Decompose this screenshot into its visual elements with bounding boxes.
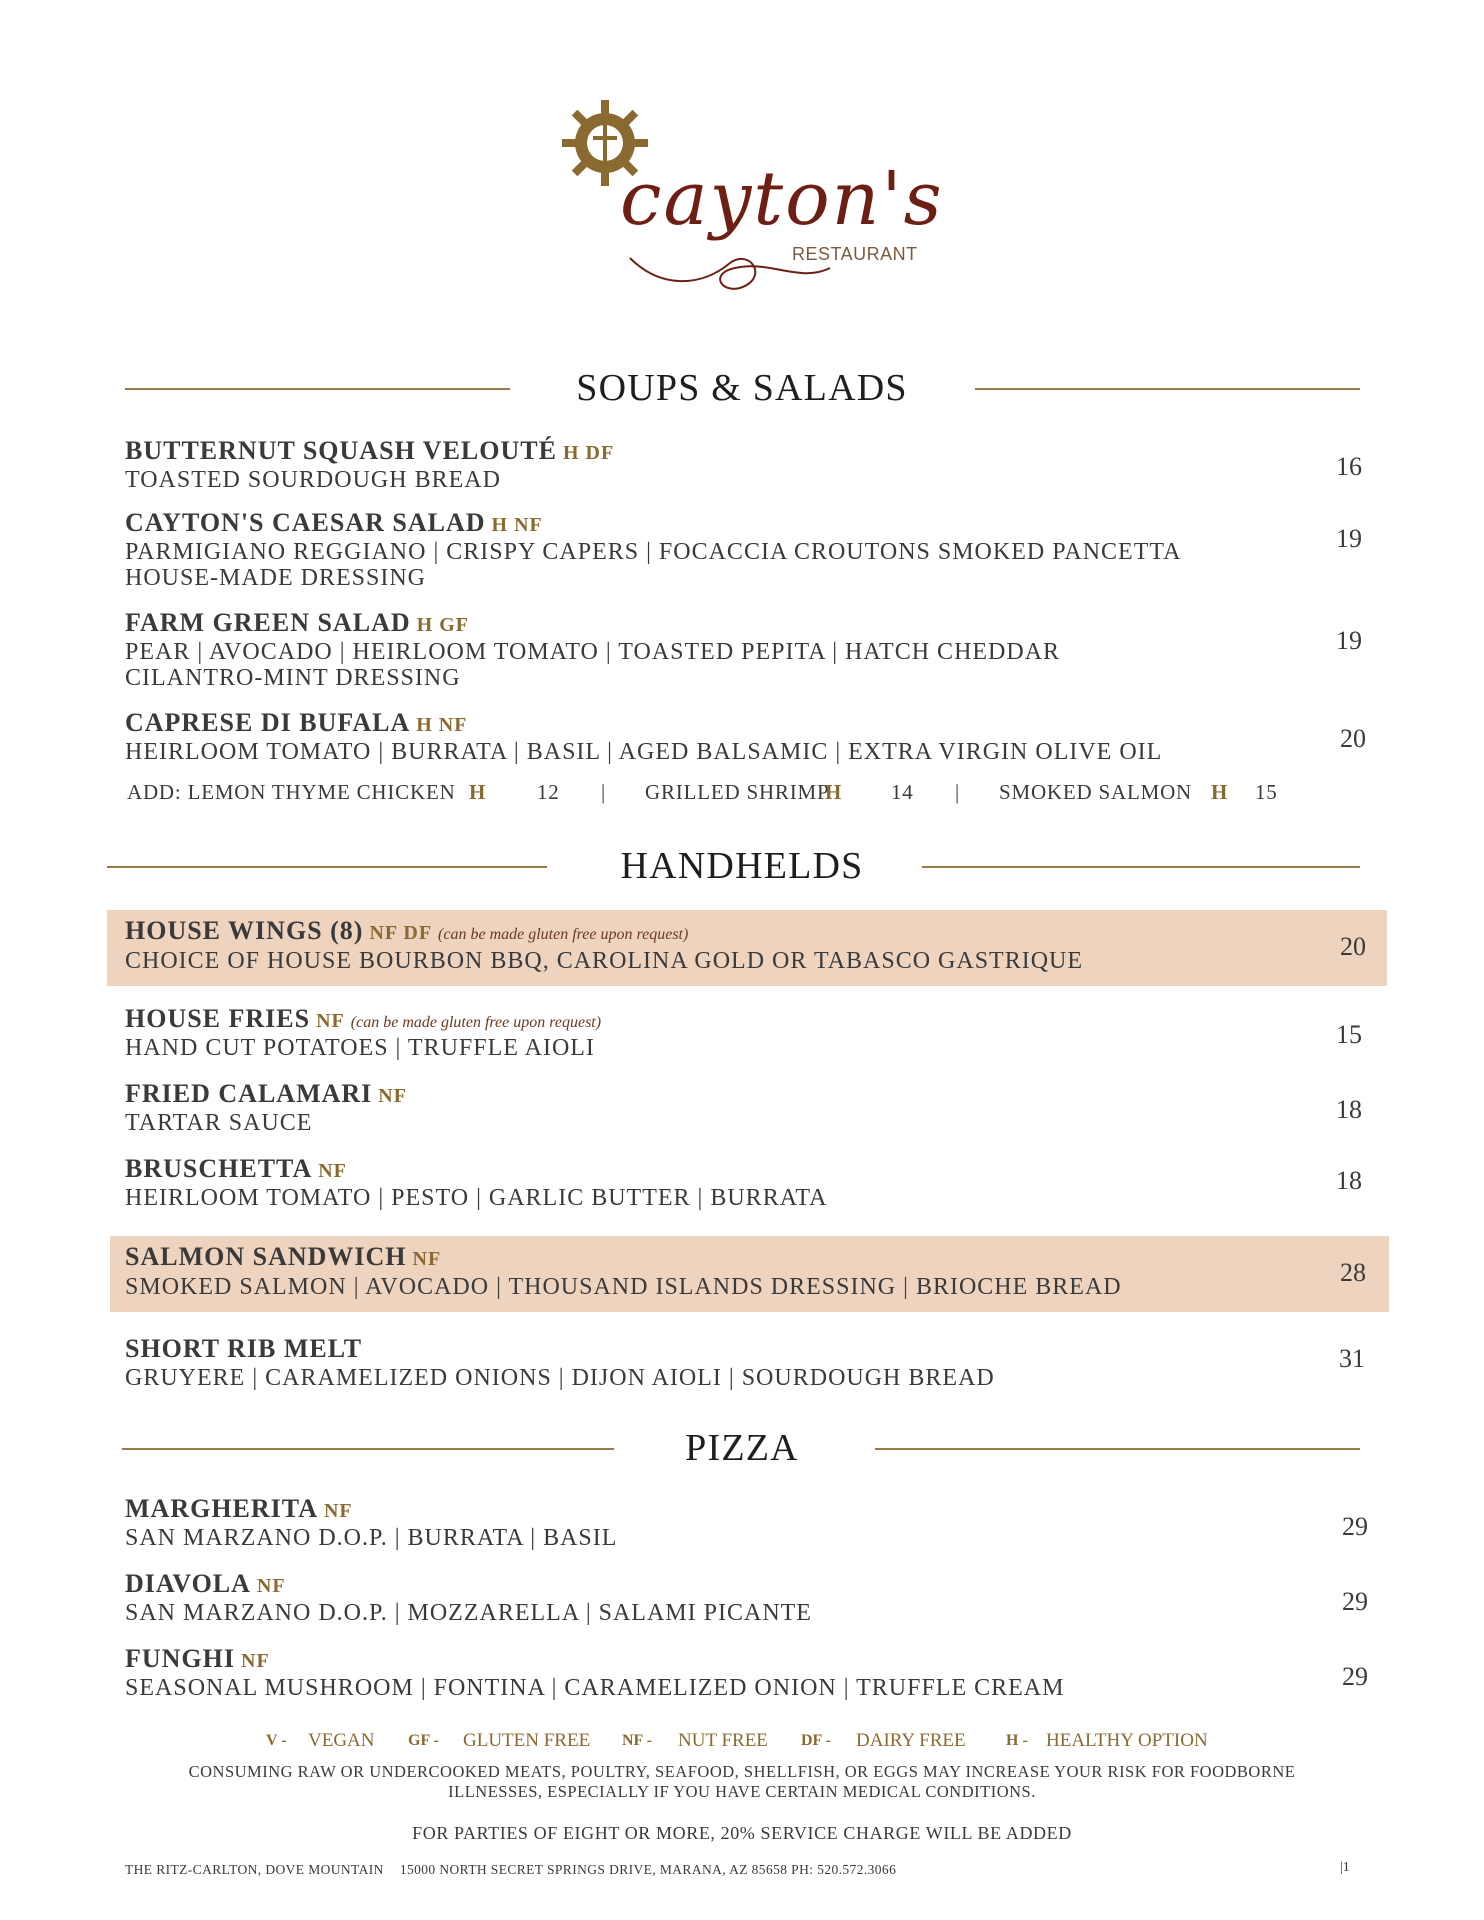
item-price: 29	[1342, 1662, 1368, 1691]
menu-item-caprese	[0, 708, 1484, 772]
item-description: GRUYERE | CARAMELIZED ONIONS | DIJON AIOLI | SOURDOUGH BREAD	[125, 1365, 995, 1391]
item-description: SAN MARZANO D.O.P. | MOZZARELLA | SALAMI PICANTE	[125, 1600, 812, 1626]
item-name-line	[125, 1569, 286, 1601]
item-name: SHORT RIB MELT	[125, 1334, 363, 1363]
item-name: FUNGHI	[125, 1644, 235, 1673]
item-name: HOUSE WINGS (8)	[125, 916, 364, 945]
menu-item-diavola	[0, 1569, 1484, 1633]
item-tags: NF DF	[369, 922, 433, 944]
item-tags: NF	[316, 1010, 345, 1032]
item-name-line	[125, 1334, 362, 1364]
add-label: ADD: LEMON THYME CHICKEN	[127, 780, 456, 804]
add-tag: H	[1211, 780, 1229, 804]
add-item: SMOKED SALMON	[999, 780, 1193, 804]
add-tag: H	[469, 780, 487, 804]
item-price: 18	[1336, 1166, 1362, 1195]
dietary-legend	[0, 1730, 1484, 1756]
item-name: FRIED CALAMARI	[125, 1079, 373, 1108]
item-name-line	[125, 708, 467, 740]
section-header-pizza	[0, 1428, 1484, 1468]
footer-address: 15000 NORTH SECRET SPRINGS DRIVE, MARANA, AZ 85658 PH: 520.572.3066	[399, 1862, 897, 1877]
item-description: SMOKED SALMON | AVOCADO | THOUSAND ISLANDS DRESSING | BRIOCHE BREAD	[125, 1274, 1122, 1300]
legend-code: GF -	[408, 1732, 439, 1749]
item-tags: NF	[323, 1500, 353, 1522]
menu-item-margherita	[0, 1494, 1484, 1558]
legend-text: VEGAN	[308, 1730, 375, 1751]
item-description: TARTAR SAUCE	[125, 1110, 313, 1136]
separator: |	[955, 780, 961, 804]
section-header-handhelds	[0, 846, 1484, 886]
item-tags: NF	[378, 1085, 407, 1107]
item-price: 18	[1336, 1095, 1362, 1124]
service-charge-note: FOR PARTIES OF EIGHT OR MORE, 20% SERVICE CHARGE WILL BE ADDED	[412, 1823, 1072, 1843]
page-number: |1	[1340, 1860, 1350, 1875]
item-price: 20	[1340, 724, 1366, 753]
add-item: GRILLED SHRIMP	[645, 780, 830, 804]
item-price: 19	[1336, 524, 1362, 553]
add-price: 15	[1255, 780, 1278, 804]
item-price: 31	[1339, 1344, 1365, 1373]
item-description: SAN MARZANO D.O.P. | BURRATA | BASIL	[125, 1525, 618, 1551]
item-name-line	[125, 1079, 407, 1111]
item-description: PEAR | AVOCADO | HEIRLOOM TOMATO | TOASTED PEPITA | HATCH CHEDDAR CILANTRO-MINT DRESSING	[125, 639, 1061, 691]
item-name: BUTTERNUT SQUASH VELOUTÉ	[125, 436, 557, 465]
item-name-line	[125, 1154, 347, 1186]
menu-item-bruschetta	[0, 1154, 1484, 1218]
item-description: PARMIGIANO REGGIANO | CRISPY CAPERS | FOCACCIA CROUTONS SMOKED PANCETTA HOUSE-MADE DRESSING	[125, 539, 1181, 591]
item-name: SALMON SANDWICH	[125, 1242, 407, 1271]
item-description: TOASTED SOURDOUGH BREAD	[125, 467, 501, 493]
item-price: 29	[1342, 1587, 1368, 1616]
item-description: HEIRLOOM TOMATO | PESTO | GARLIC BUTTER | BURRATA	[125, 1185, 828, 1211]
item-tags: NF	[318, 1160, 347, 1182]
item-name-line	[125, 1494, 353, 1526]
item-note: (can be made gluten free upon request)	[350, 1014, 602, 1031]
menu-item-house-wings	[107, 910, 1387, 986]
menu-item-farm-green-salad	[0, 608, 1484, 698]
section-title: SOUPS & SALADS	[576, 367, 908, 409]
menu-item-house-fries	[0, 1004, 1484, 1068]
menu-item-fried-calamari	[0, 1079, 1484, 1143]
item-price: 29	[1342, 1512, 1368, 1541]
add-price: 12	[537, 780, 560, 804]
section-title: HANDHELDS	[620, 845, 864, 887]
item-name-line	[125, 436, 614, 468]
item-price: 15	[1336, 1020, 1362, 1049]
item-name: BRUSCHETTA	[125, 1154, 313, 1183]
item-tags: H DF	[562, 442, 615, 464]
legend-code: V -	[266, 1732, 287, 1749]
item-name-line	[125, 916, 688, 950]
logo-wordmark: cayton's	[620, 156, 944, 242]
item-description: CHOICE OF HOUSE BOURBON BBQ, CAROLINA GOLD OR TABASCO GASTRIQUE	[125, 948, 1084, 974]
item-tags: NF	[256, 1575, 286, 1597]
item-price: 19	[1336, 626, 1362, 655]
menu-item-funghi	[0, 1644, 1484, 1708]
item-name-line	[125, 1004, 601, 1038]
add-price: 14	[891, 780, 914, 804]
menu-item-caesar-salad	[0, 508, 1484, 598]
legend-text: DAIRY FREE	[856, 1730, 966, 1751]
item-name: FARM GREEN SALAD	[125, 608, 411, 637]
restaurant-logo	[560, 98, 944, 308]
divider	[975, 388, 1360, 390]
menu-item-salmon-sandwich	[110, 1236, 1389, 1312]
item-name-line	[125, 1242, 441, 1274]
item-name: CAPRESE DI BUFALA	[125, 708, 411, 737]
item-name-line	[125, 508, 543, 540]
legend-text: GLUTEN FREE	[463, 1730, 591, 1751]
divider	[875, 1448, 1360, 1450]
legend-text: HEALTHY OPTION	[1046, 1730, 1208, 1751]
item-name-line	[125, 1644, 270, 1676]
divider	[922, 866, 1360, 868]
item-tags: NF	[241, 1650, 270, 1672]
logo-subtitle: RESTAURANT	[792, 244, 918, 264]
food-safety-disclaimer: CONSUMING RAW OR UNDERCOOKED MEATS, POULTRY, SEAFOOD, SHELLFISH, OR EGGS MAY INCREASE YOUR RISK FOR FOODBORNE ILLNESSES, ESPECIALLY IF YOU HAVE CERTAIN MEDICAL CONDITIONS.	[188, 1762, 1296, 1801]
item-price: 28	[1340, 1258, 1366, 1287]
item-description: HAND CUT POTATOES | TRUFFLE AIOLI	[125, 1035, 595, 1061]
menu-item-butternut-squash	[0, 436, 1484, 500]
item-tags: H NF	[491, 514, 543, 536]
item-description: SEASONAL MUSHROOM | FONTINA | CARAMELIZED ONION | TRUFFLE CREAM	[125, 1675, 1065, 1701]
section-header-soups	[0, 368, 1484, 408]
item-name-line	[125, 608, 469, 640]
item-price: 20	[1340, 932, 1366, 961]
section-title: PIZZA	[685, 1427, 799, 1469]
item-tags: H NF	[416, 714, 468, 736]
item-description: HEIRLOOM TOMATO | BURRATA | BASIL | AGED BALSAMIC | EXTRA VIRGIN OLIVE OIL	[125, 739, 1163, 765]
item-tags: H GF	[416, 614, 469, 636]
item-name: CAYTON'S CAESAR SALAD	[125, 508, 486, 537]
item-note: (can be made gluten free upon request)	[438, 926, 689, 943]
item-tags: NF	[412, 1248, 442, 1270]
item-price: 16	[1336, 452, 1362, 481]
legend-code: NF -	[622, 1732, 653, 1749]
footer-venue: THE RITZ-CARLTON, DOVE MOUNTAIN	[125, 1862, 384, 1877]
separator: |	[601, 780, 607, 804]
legend-code: DF -	[801, 1732, 832, 1749]
legend-text: NUT FREE	[678, 1730, 768, 1751]
item-name: MARGHERITA	[125, 1494, 318, 1523]
menu-item-short-rib-melt	[0, 1334, 1484, 1398]
item-name: DIAVOLA	[125, 1569, 251, 1598]
legend-code: H -	[1006, 1732, 1028, 1749]
item-name: HOUSE FRIES	[125, 1004, 311, 1033]
add-tag: H	[825, 780, 843, 804]
footer	[125, 1862, 896, 1878]
